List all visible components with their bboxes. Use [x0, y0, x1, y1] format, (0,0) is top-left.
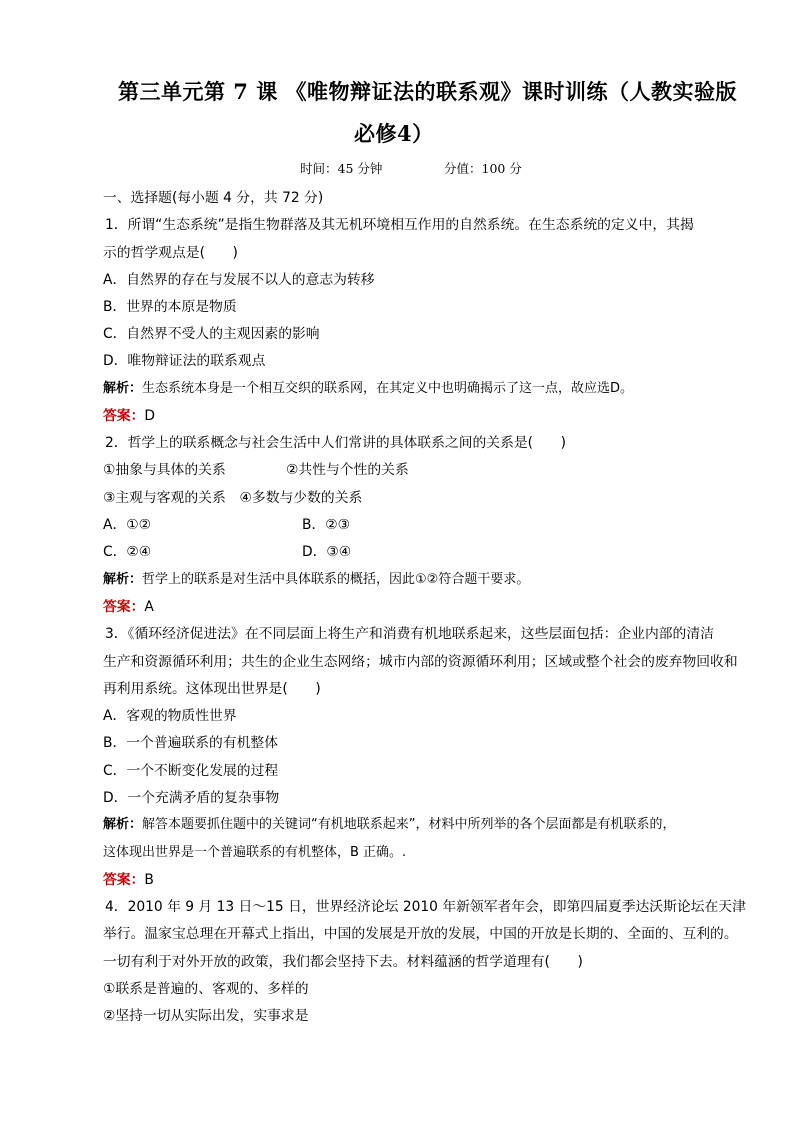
q4-statement-2: ②坚持一切从实际出发，实事求是 [103, 1008, 309, 1024]
time-limit: 时间：45 分钟 [300, 161, 383, 176]
q2-statement-1: ①抽象与具体的关系 [103, 462, 226, 478]
q2-answer-value: A [144, 599, 154, 615]
q3-analysis-line1 [103, 813, 676, 832]
q4-stem-line3: 一切有利于对外开放的政策，我们都会坚持下去。材料蕴涵的哲学道理有( ) [103, 954, 583, 970]
q3-analysis-line2: 这体现出世界是一个普遍联系的有机整体，B 正确。. [103, 845, 407, 860]
q2-option-c: C．②④ [103, 544, 152, 560]
document-title-line2: 必修4） [354, 121, 434, 146]
q2-statements-row2: ③主观与客观的关系 ④多数与少数的关系 [103, 490, 363, 506]
q3-answer [103, 868, 154, 888]
q2-statement-2: ②共性与个性的关系 [286, 462, 409, 478]
q3-option-c: C．一个不断变化发展的过程 [103, 763, 279, 779]
q1-option-c: C．自然界不受人的主观因素的影响 [103, 326, 320, 342]
q2-option-b: B．②③ [302, 517, 350, 533]
q1-option-d: D．唯物辩证法的联系观点 [103, 353, 266, 369]
q3-option-b: B．一个普遍联系的有机整体 [103, 735, 279, 751]
q1-analysis-text: 生态系统本身是一个相互交织的联系网，在其定义中也明确揭示了这一点，故应选D。 [142, 381, 634, 396]
q1-option-b: B．世界的本原是物质 [103, 299, 237, 315]
q2-answer [103, 595, 154, 615]
q4-statement-1: ①联系是普遍的、客观的、多样的 [103, 981, 309, 997]
q1-answer [103, 404, 155, 424]
section-heading: 一、选择题(每小题 4 分，共 72 分) [103, 190, 324, 206]
q2-options-row1 [103, 513, 503, 533]
answer-label: 答案： [103, 408, 145, 424]
q2-analysis-text: 哲学上的联系是对生活中具体联系的概括，因此①②符合题干要求。 [142, 572, 530, 587]
q1-option-a: A．自然界的存在与发展不以人的意志为转移 [103, 272, 375, 288]
total-score: 分值：100 分 [444, 161, 522, 176]
q3-option-d: D．一个充满矛盾的复杂事物 [103, 790, 280, 806]
q1-stem-line1: 1．所谓“生态系统”是指生物群落及其无机环境相互作用的自然系统。在生态系统的定义中，其揭 [105, 217, 694, 233]
q3-stem-line3: 再利用系统。这体现出世界是( ) [103, 681, 321, 697]
q1-answer-value: D [144, 408, 156, 424]
q2-analysis [103, 568, 529, 587]
analysis-label: 解析： [103, 817, 143, 832]
q3-answer-value: B [144, 872, 154, 888]
answer-label: 答案： [103, 872, 145, 888]
document-title-line1: 第三单元第 7 课 《唯物辩证法的联系观》课时训练（人教实验版 [118, 79, 738, 104]
analysis-label: 解析： [103, 381, 143, 396]
q1-analysis [103, 377, 633, 396]
q1-stem-line2: 示的哲学观点是( ) [103, 245, 238, 261]
q3-stem-line1: 3．《循环经济促进法》在不同层面上将生产和消费有机地联系起来，这些层面包括：企业内部的清洁 [105, 626, 714, 642]
answer-label: 答案： [103, 599, 145, 615]
q3-option-a: A．客观的物质性世界 [103, 708, 237, 724]
q2-option-d: D．③④ [302, 544, 352, 560]
q3-analysis-text-1: 解答本题要抓住题中的关键词“有机地联系起来”，材料中所列举的各个层面都是有机联系的， [142, 817, 676, 832]
q2-options-row2 [103, 540, 503, 560]
q2-statements-row1 [103, 458, 409, 478]
analysis-label: 解析： [103, 572, 143, 587]
q4-stem-line1: 4．2010 年 9 月 13 日～15 日，世界经济论坛 2010 年新领军者年会，即第四届夏季达沃斯论坛在天津 [105, 899, 746, 915]
q3-stem-line2: 生产和资源循环利用；共生的企业生态网络；城市内部的资源循环利用；区域或整个社会的废弃物回收和 [103, 654, 738, 670]
q4-stem-line2: 举行。温家宝总理在开幕式上指出，中国的发展是开放的发展，中国的开放是长期的、全面的、互利的。 [103, 926, 738, 942]
q2-option-a: A．①② [103, 517, 151, 533]
q2-stem: 2．哲学上的联系概念与社会生活中人们常讲的具体联系之间的关系是( ) [105, 435, 567, 451]
